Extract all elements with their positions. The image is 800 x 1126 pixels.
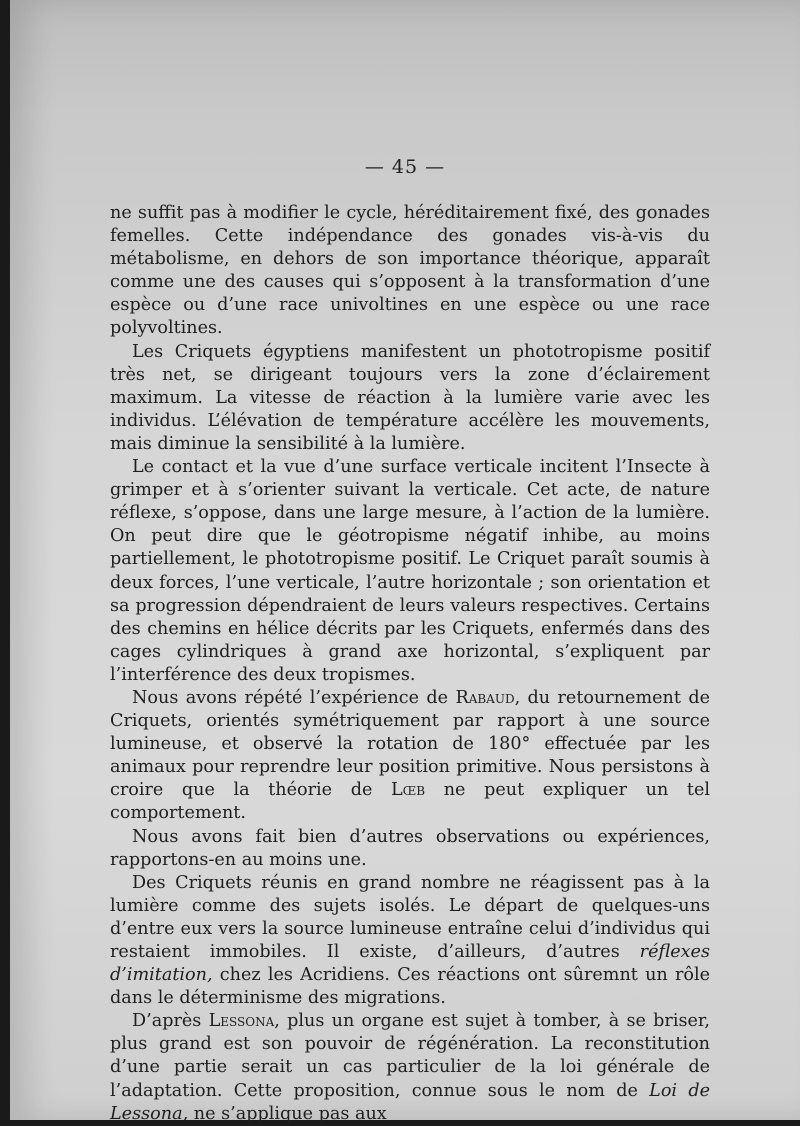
paragraph-7 <box>110 1010 710 1125</box>
text-run: Les Criquets égyptiens manifestent un phototropisme positif très net, se dirigeant toujours vers la zone d’éclairement maximum. La vitesse de réaction à la lumière varie avec les individus. L’élévation de température accélère les mouvements, mais diminue la sensibilité à la lumière. <box>110 341 710 454</box>
text-run: Nous avons fait bien d’autres observations ou expériences, rapportons-en au moins une. <box>110 826 710 870</box>
text-run: , du retournement de Criquets, orientés symétriquement par rapport à une source lumineuse, et observé la rotation de 180° effectuée par les animaux pour reprendre leur position primitive. Nous persistons à croire que la théorie de <box>110 687 710 801</box>
paragraph-1 <box>110 202 710 341</box>
paragraph-5 <box>110 826 710 872</box>
page-number: — 45 — <box>364 156 446 178</box>
text-run: Le contact et la vue d’une surface verticale incitent l’Insecte à grimper et à s’orienter suivant la verticale. Cet acte, de nature réflexe, s’oppose, dans une large mesure, à l’action de la lumière. On peut dire que le géotropisme négatif inhibe, au moins partiellement, le phototropisme positif. Le Criquet paraît soumis à deux forces, l’une verticale, l’autre horizontale ; son orientation et sa progression dépendraient de leurs valeurs respectives. Certains des chemins en hélice décrits par les Criquets, enfermés dans des cages cylindriques à grand axe horizontal, s’expliquent par l’interférence des deux tropismes. <box>110 457 710 685</box>
emphasis-text: Loi de Lessona, <box>110 1080 710 1124</box>
paragraph-2 <box>110 341 710 456</box>
text-run: ne suffit pas à modifier le cycle, héréditairement fixé, des gonades femelles. Cette indépendance des gonades vis-à-vis du métabolisme, en dehors de son importance théorique, apparaît comme une des causes qui s’opposent à la transformation d’une espèce ou d’une race univoltines en une espèce ou une race polyvoltines. <box>110 203 710 339</box>
text-run: , plus un organe est sujet à tomber, à se briser, plus grand est son pouvoir de régénération. La reconstitution d’une partie serait un cas particulier de la loi générale de l’adaptation. Cette proposition, connue sous le nom de <box>110 1011 710 1101</box>
paragraph-4 <box>110 687 710 826</box>
text-run: Des Criquets réunis en grand nombre ne réagissent pas à la lumière comme des sujets isolés. Le départ de quelques-uns d’entre eux vers la source lumineuse entraîne celui d’individus qui restaient immobiles. Il existe, d’ailleurs, d’autres <box>110 872 710 962</box>
paragraph-6 <box>110 872 710 1011</box>
text-run: D’après <box>132 1011 209 1032</box>
paragraph-3 <box>110 456 710 687</box>
text-run: ne s’applique pas aux <box>188 1103 387 1124</box>
text-run: chez les Acridiens. Ces réactions ont sûremnt un rôle dans le déterminisme des migrations. <box>110 965 710 1009</box>
text-run: Nous avons répété l’expérience de <box>132 687 456 708</box>
author-name: Lœb <box>390 780 426 801</box>
author-name: Rabaud <box>455 687 515 708</box>
text-run: ne peut expliquer un tel comportement. <box>110 780 710 824</box>
author-name: Lessona <box>208 1011 275 1032</box>
emphasis-text: réflexes d’imitation, <box>110 942 710 986</box>
book-page <box>10 0 800 1124</box>
body-text <box>110 202 710 1126</box>
